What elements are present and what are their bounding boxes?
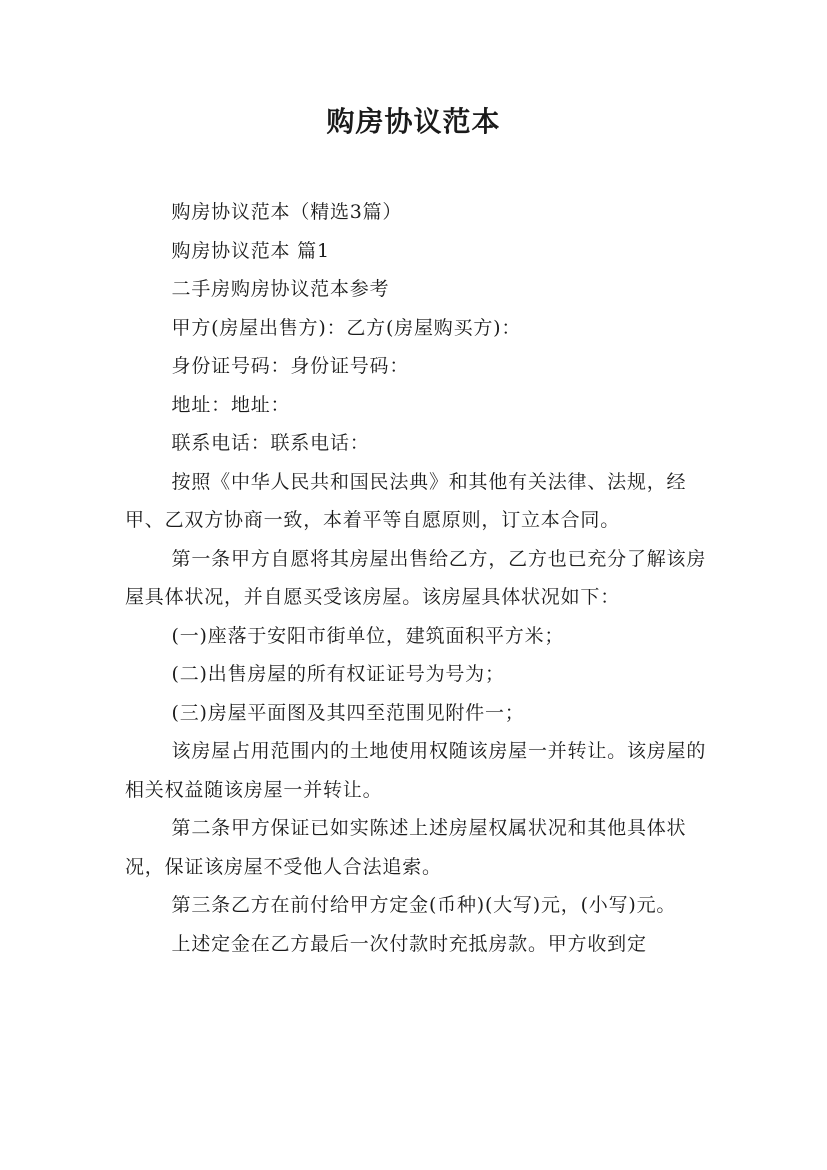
paragraph: 联系电话：联系电话： xyxy=(171,432,370,454)
paragraph: 甲方(房屋出售方)：乙方(房屋购买方)： xyxy=(171,316,522,339)
paragraph: 按照《中华人民共和国民法典》和其他有关法律、法规，经甲、乙双方协商一致，本着平等自愿原则，订立本合同。 xyxy=(125,470,687,531)
document-body xyxy=(125,193,715,963)
paragraph: 第一条甲方自愿将其房屋出售给乙方，乙方也已充分了解该房屋具体状况，并自愿买受该房屋。该房屋具体状况如下： xyxy=(125,547,707,608)
paragraph: 地址：地址： xyxy=(171,393,291,416)
document-title: 购房协议范本 xyxy=(326,105,501,138)
paragraph: (一)座落于安阳市街单位，建筑面积平方米； xyxy=(171,624,565,647)
paragraph: 二手房购房协议范本参考 xyxy=(171,278,390,300)
paragraph: 购房协议范本 篇1 xyxy=(171,239,330,262)
paragraph: (二)出售房屋的所有权证证号为号为； xyxy=(171,663,505,685)
paragraph: 身份证号码：身份证号码： xyxy=(171,355,410,377)
paragraph: (三)房屋平面图及其四至范围见附件一； xyxy=(171,701,525,724)
paragraph: 第三条乙方在前付给甲方定金(币种)(大写)元，(小写)元。 xyxy=(171,894,677,916)
paragraph: 上述定金在乙方最后一次付款时充抵房款。甲方收到定 xyxy=(171,932,647,955)
paragraph: 该房屋占用范围内的土地使用权随该房屋一并转让。该房屋的相关权益随该房屋一并转让。 xyxy=(125,740,707,801)
paragraph: 购房协议范本（精选3篇） xyxy=(171,201,403,223)
paragraph: 第二条甲方保证已如实陈述上述房屋权属状况和其他具体状况，保证该房屋不受他人合法追索。 xyxy=(125,817,687,878)
